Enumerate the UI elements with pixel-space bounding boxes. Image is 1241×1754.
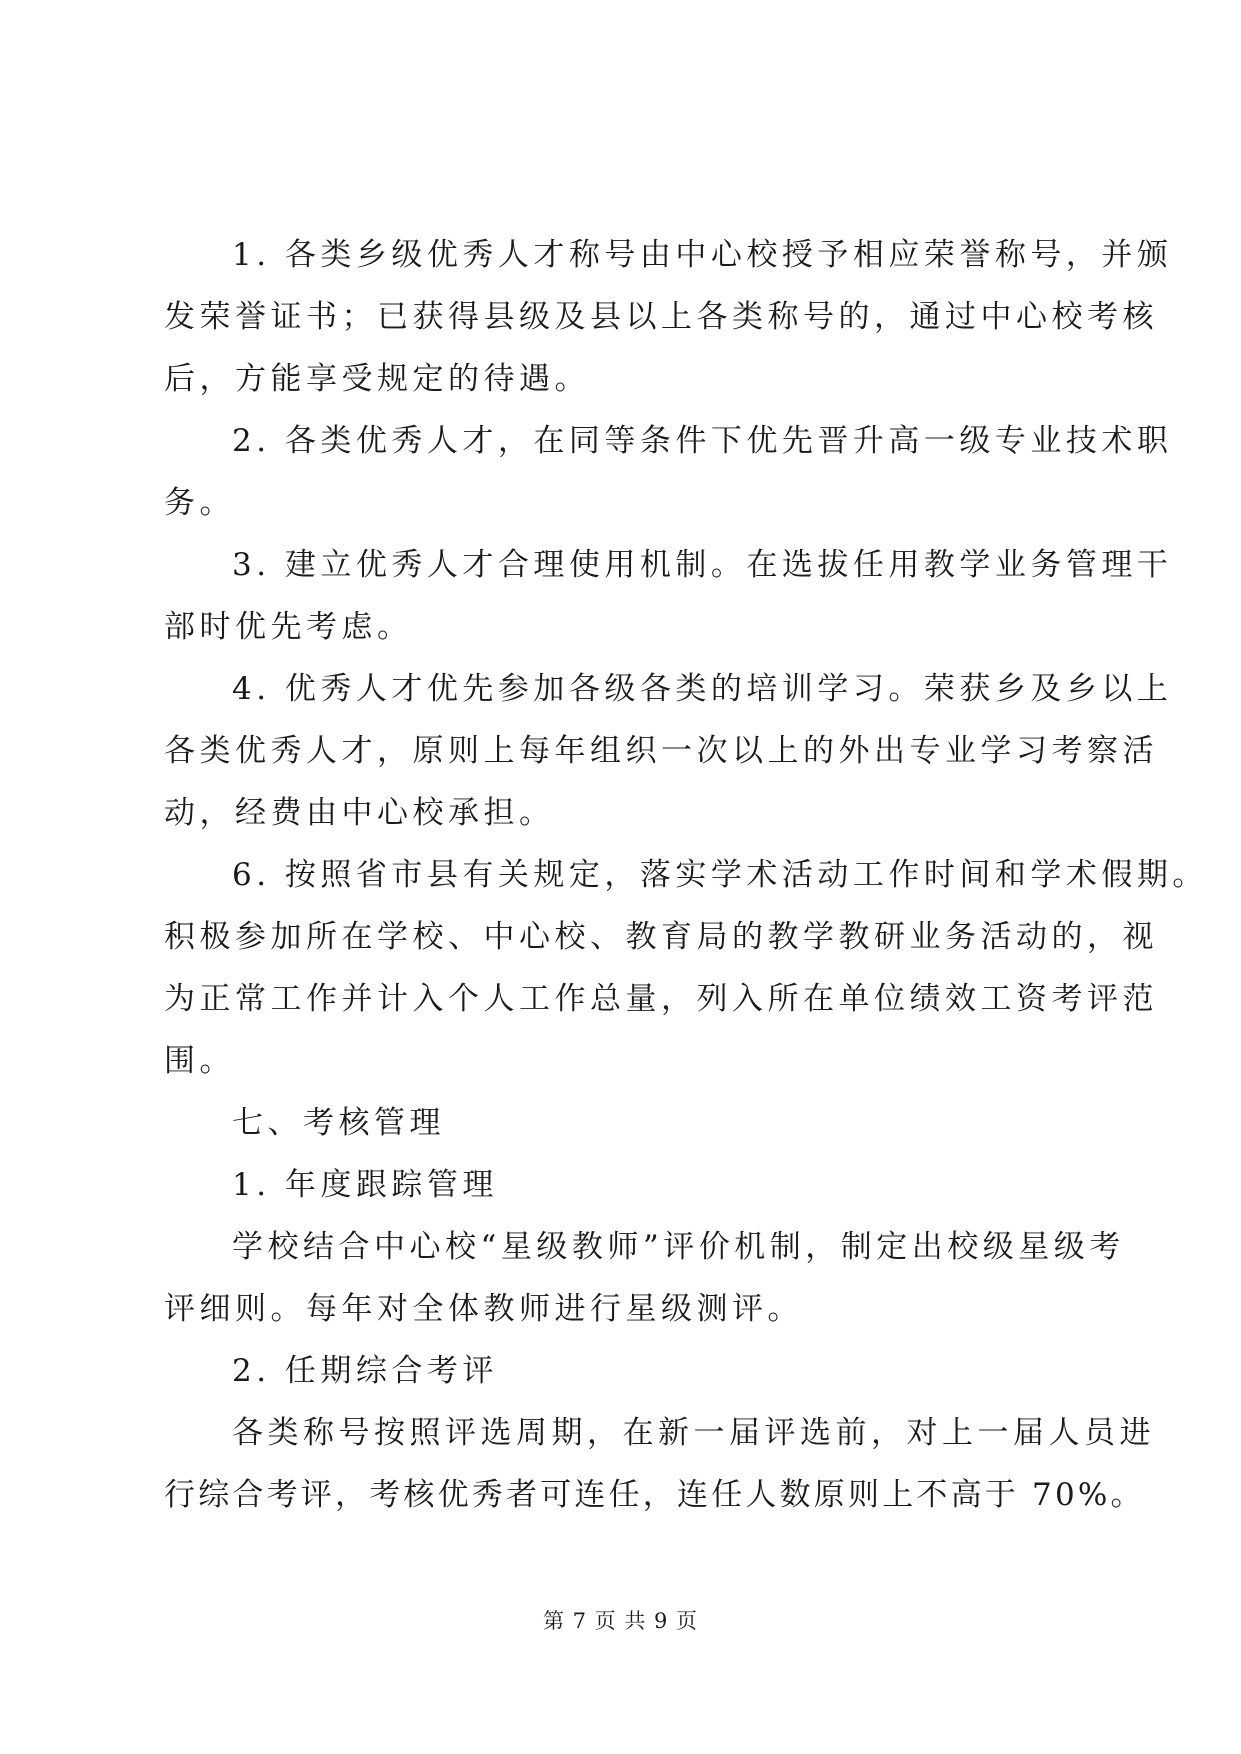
- paragraph-term-line-1: 各类称号按照评选周期，在新一届评选前，对上一届人员进: [232, 1415, 1155, 1451]
- paragraph-4-line-3: 动，经费由中心校承担。: [164, 795, 555, 831]
- paragraph-annual-line-2: 评细则。每年对全体教师进行星级测评。: [164, 1291, 803, 1327]
- paragraph-4-line-1: 4. 优秀人才优先参加各级各类的培训学习。荣获乡及乡以上: [232, 671, 1173, 707]
- paragraph-6-line-1: 6. 按照省市县有关规定，落实学术活动工作时间和学术假期。: [232, 857, 1208, 893]
- paragraph-4-line-2: 各类优秀人才，原则上每年组织一次以上的外出专业学习考察活: [164, 733, 1158, 769]
- paragraph-1-line-3: 后，方能享受规定的待遇。: [164, 361, 590, 397]
- paragraph-1-line-1: 1. 各类乡级优秀人才称号由中心校授予相应荣誉称号，并颁: [232, 237, 1173, 273]
- paragraph-1-line-2: 发荣誉证书；已获得县级及县以上各类称号的，通过中心校考核: [164, 299, 1158, 335]
- subheading-annual-tracking: 1. 年度跟踪管理: [232, 1167, 498, 1203]
- paragraph-term-line-2: 行综合考评，考核优秀者可连任，连任人数原则上不高于 70%。: [164, 1477, 1145, 1513]
- subheading-term-evaluation: 2. 任期综合考评: [232, 1353, 498, 1389]
- paragraph-6-line-2: 积极参加所在学校、中心校、教育局的教学教研业务活动的，视: [164, 919, 1158, 955]
- paragraph-2-line-2: 务。: [164, 485, 235, 521]
- paragraph-3-line-2: 部时优先考虑。: [164, 609, 413, 645]
- paragraph-6-line-3: 为正常工作并计入个人工作总量，列入所在单位绩效工资考评范: [164, 981, 1158, 1017]
- section-heading-7: 七、考核管理: [232, 1105, 445, 1141]
- paragraph-annual-line-1: 学校结合中心校“星级教师”评价机制，制定出校级星级考: [232, 1229, 1125, 1265]
- paragraph-3-line-1: 3. 建立优秀人才合理使用机制。在选拔任用教学业务管理干: [232, 547, 1173, 583]
- paragraph-2-line-1: 2. 各类优秀人才，在同等条件下优先晋升高一级专业技术职: [232, 423, 1173, 459]
- page-number-footer: 第 7 页 共 9 页: [542, 1609, 699, 1633]
- paragraph-6-line-4: 围。: [164, 1043, 235, 1079]
